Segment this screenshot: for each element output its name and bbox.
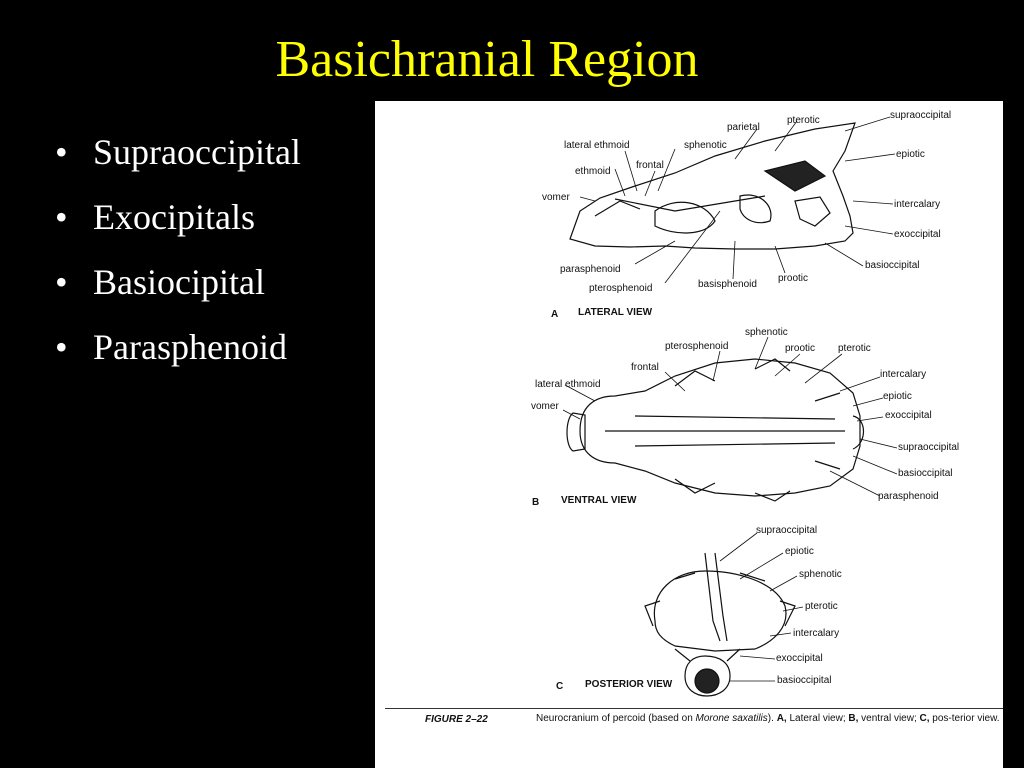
lateral-view-labels xyxy=(542,110,951,320)
figure-caption xyxy=(536,712,1001,725)
label-supraoccipital: supraoccipital xyxy=(890,110,952,121)
view-letter-a: A xyxy=(551,309,559,320)
caption-part: Neurocranium of percoid (based on xyxy=(536,713,696,724)
label-basisphenoid: basisphenoid xyxy=(698,279,757,290)
label-sphenotic: sphenotic xyxy=(745,327,788,338)
bullet-item xyxy=(55,260,301,304)
bullet-text: Exocipitals xyxy=(93,197,255,237)
bullet-text: Basiocipital xyxy=(93,262,265,302)
label-supraoccipital: supraoccipital xyxy=(756,525,818,536)
label-exoccipital: exoccipital xyxy=(776,653,823,664)
label-frontal: frontal xyxy=(631,362,659,373)
bullet-dot: • xyxy=(55,327,68,367)
view-title-ventral: VENTRAL VIEW xyxy=(561,495,637,506)
label-vomer: vomer xyxy=(542,192,570,203)
label-intercalary: intercalary xyxy=(880,369,927,380)
bullet-item xyxy=(55,130,301,174)
bullet-item xyxy=(55,195,301,239)
caption-part: pos-terior view. xyxy=(929,713,1000,724)
label-pterosphenoid: pterosphenoid xyxy=(665,341,729,352)
caption-letter-c: C, xyxy=(919,713,930,724)
bullet-item xyxy=(55,325,301,369)
label-intercalary: intercalary xyxy=(793,628,840,639)
bullet-dot: • xyxy=(55,132,68,172)
bullet-dot: • xyxy=(55,262,68,302)
bullet-list xyxy=(55,130,301,390)
label-sphenotic: sphenotic xyxy=(684,140,727,151)
label-sphenotic: sphenotic xyxy=(799,569,842,580)
view-title-posterior: POSTERIOR VIEW xyxy=(585,679,673,690)
caption-part: ventral view; xyxy=(858,713,920,724)
ventral-skull-drawing xyxy=(567,359,864,501)
label-vomer: vomer xyxy=(531,401,559,412)
label-epiotic: epiotic xyxy=(883,391,912,402)
caption-part: ). xyxy=(767,713,777,724)
label-basioccipital: basioccipital xyxy=(898,468,953,479)
posterior-view-labels xyxy=(556,525,842,692)
label-pterotic: pterotic xyxy=(805,601,838,612)
caption-letter-b: B, xyxy=(848,713,859,724)
label-pterosphenoid: pterosphenoid xyxy=(589,283,653,294)
posterior-skull-drawing xyxy=(645,553,795,696)
view-title-lateral: LATERAL VIEW xyxy=(578,307,653,318)
figure-drawing xyxy=(375,101,1003,768)
label-supraoccipital: supraoccipital xyxy=(898,442,960,453)
label-ethmoid: ethmoid xyxy=(575,166,611,177)
label-parietal: parietal xyxy=(727,122,760,133)
view-letter-b: B xyxy=(532,497,540,508)
bullet-text: Parasphenoid xyxy=(93,327,287,367)
label-prootic: prootic xyxy=(778,273,809,284)
label-parasphenoid: parasphenoid xyxy=(878,491,939,502)
label-epiotic: epiotic xyxy=(896,149,925,160)
label-prootic: prootic xyxy=(785,343,816,354)
label-epiotic: epiotic xyxy=(785,546,814,557)
view-letter-c: C xyxy=(556,681,564,692)
neurocranium-figure xyxy=(375,101,1003,768)
label-intercalary: intercalary xyxy=(894,199,941,210)
label-pterotic: pterotic xyxy=(787,115,820,126)
label-parasphenoid: parasphenoid xyxy=(560,264,621,275)
label-basioccipital: basioccipital xyxy=(865,260,920,271)
label-exoccipital: exoccipital xyxy=(894,229,941,240)
slide-title: Basichranial Region xyxy=(275,31,699,88)
label-exoccipital: exoccipital xyxy=(885,410,932,421)
caption-species: Morone saxatilis xyxy=(695,713,768,724)
label-basioccipital: basioccipital xyxy=(777,675,832,686)
label-pterotic: pterotic xyxy=(838,343,871,354)
bullet-dot: • xyxy=(55,197,68,237)
label-lateral-ethmoid: lateral ethmoid xyxy=(564,140,630,151)
caption-part: Lateral view; xyxy=(786,713,849,724)
caption-divider xyxy=(385,708,1003,709)
label-frontal: frontal xyxy=(636,160,664,171)
label-lateral-ethmoid: lateral ethmoid xyxy=(535,379,601,390)
bullet-text: Supraoccipital xyxy=(93,132,301,172)
figure-number: FIGURE 2–22 xyxy=(425,714,488,725)
caption-letter-a: A, xyxy=(776,713,787,724)
